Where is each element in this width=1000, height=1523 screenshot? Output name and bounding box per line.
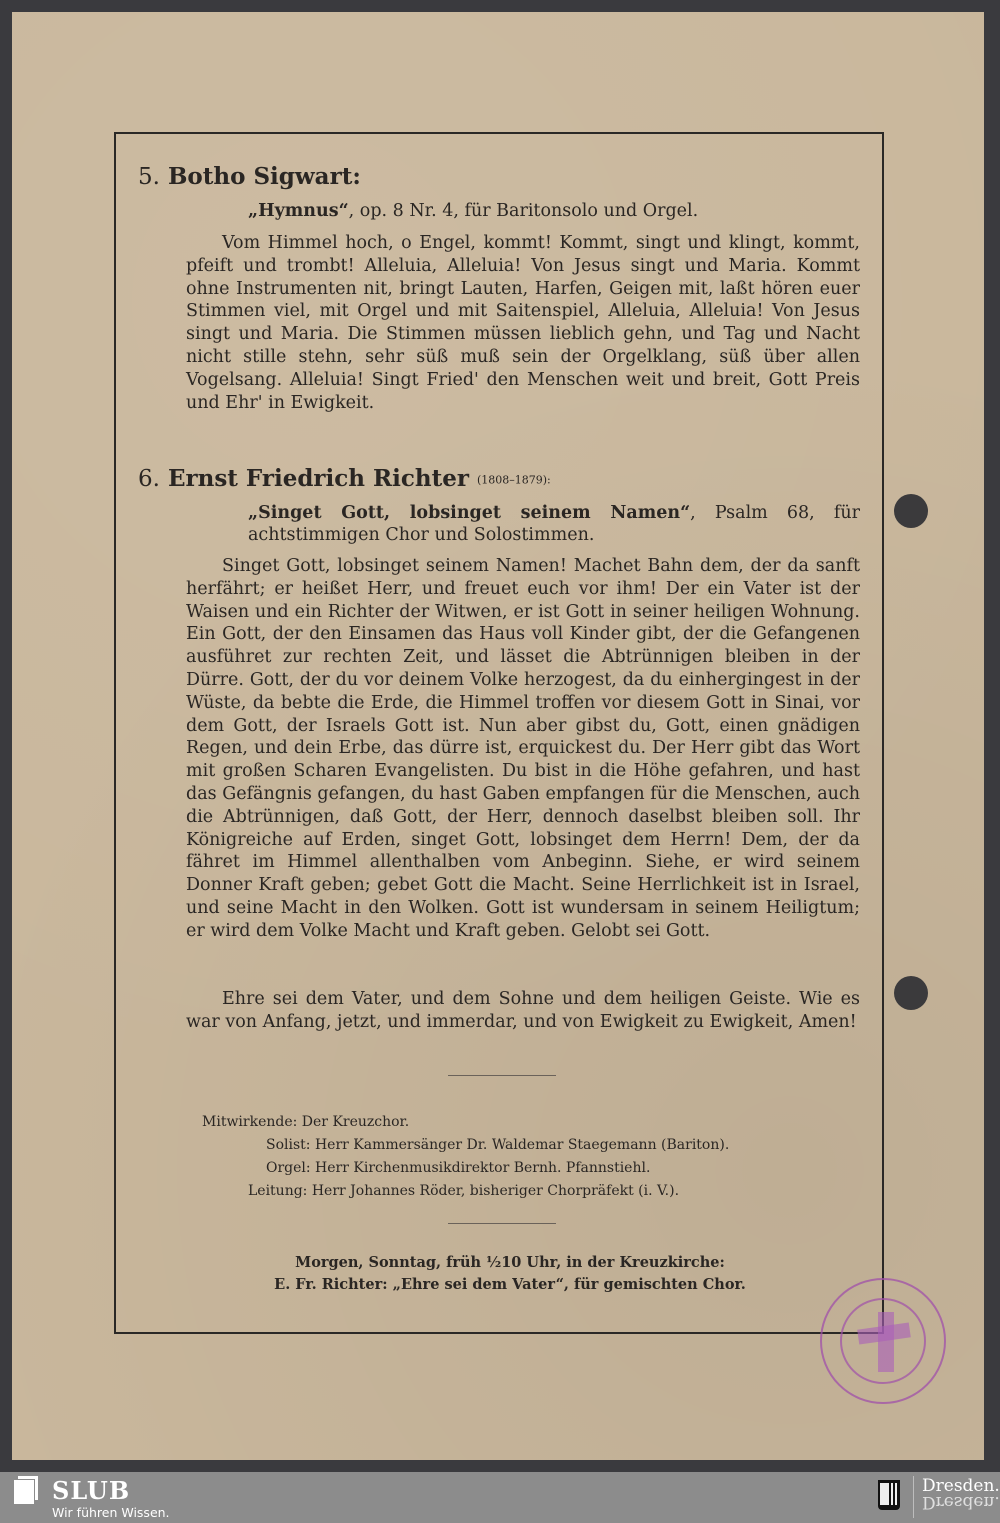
- section6-doxology: Ehre sei dem Vater, und dem Sohne und dem heiligen Geiste. Wie es war von Anfang, jetzt, und immerdar, und von Ewigkeit zu Ewigkeit, Amen!: [186, 989, 860, 1032]
- punch-hole: [894, 494, 928, 528]
- section5-text: Vom Himmel hoch, o Engel, kommt! Kommt, singt und klingt, kommt, pfeift und trombt! Alleluia, Alleluia! Von Jesus singt und Maria. Kommt ohne Instrumenten nit, bringt Lauten, Harfen, Geigen mit, laßt hören euer Stimmen viel, mit Orgel und mit Saitenspiel, Alleluia, Alleluia! Von Jesus singt und Maria. Die Stimmen müssen lieblich gehn, und Tag und Nacht nicht stille stehn, sehr süß muß sein der Orgelklang, süß über allen Vogelsang. Alleluia! Singt Fried' den Menschen weit und breit, Gott Preis und Ehr' in Ewigkeit.: [186, 233, 860, 413]
- dresden-wordmark[interactable]: Dresden.: [922, 1476, 1000, 1496]
- section5-heading: [138, 163, 361, 190]
- library-stamp: [820, 1278, 946, 1404]
- composer-name: Botho Sigwart:: [167, 163, 361, 190]
- section-number: 5.: [138, 164, 160, 190]
- credits-performers: Mitwirkende: Der Kreuzchor.: [202, 1114, 410, 1130]
- coat-stripe: [891, 1483, 893, 1505]
- section6-heading: [138, 465, 551, 492]
- work-title: „Hymnus“: [248, 201, 349, 221]
- section-number: 6.: [138, 466, 160, 492]
- work-title: „Singet Gott, lobsinget seinem Namen“: [248, 503, 691, 523]
- separator-rule: [448, 1075, 556, 1076]
- separator-rule: [448, 1223, 556, 1224]
- credits-soloist: Solist: Herr Kammersänger Dr. Waldemar Staegemann (Bariton).: [266, 1137, 730, 1153]
- section6-text: Singet Gott, lobsinget seinem Namen! Machet Bahn dem, der da sanft herfährt; er heißet Herr, und freuet euch vor ihm! Der ein Vater ist der Waisen und ein Richter der Witwen, er ist Gott in seiner heiligen Wohnung. Ein Gott, der den Einsamen das Haus voll Kinder gibt, der die Gefangenen ausführet zur rechten Zeit, und lässet die Abtrünnigen bleiben in der Dürre. Gott, der du vor deinem Volke herzogest, da du einhergingest in der Wüste, da bebte die Erde, die Himmel troffen vor diesem Gott in Sinai, vor dem Gott, der Israels Gott ist. Nun aber gibst du, Gott, einen gnädigen Regen, und dein Erbe, das dürre ist, erquickest du. Der Herr gibt das Wort mit großen Scharen Evangelisten. Du bist in die Höhe gefahren, und hast das Gefängnis gefangen, du hast Gaben empfangen für die Menschen, auch die Abtrünnigen, daß Gott, der Herr, dennoch daselbst bleiben soll. Ihr Königreiche auf Erden, singet Gott, lobsinget dem Herrn! Dem, der da fähret im Himmel allenthalben vom Anbeginn. Siehe, er wird seinem Donner Kraft geben; gebet Gott die Macht. Seine Herrlichkeit ist in Israel, und seine Macht in den Wolken. Gott ist wundersam in seinem Heiligtum; er wird dem Volke Macht und Kraft geben. Gelobt sei Gott.: [186, 556, 860, 941]
- punch-hole: [894, 976, 928, 1010]
- credits-conductor: Leitung: Herr Johannes Röder, bisheriger Chorpräfekt (i. V.).: [248, 1183, 680, 1199]
- slub-tagline: Wir führen Wissen.: [52, 1505, 170, 1520]
- notice-line-2: E. Fr. Richter: „Ehre sei dem Vater“, für gemischten Chor.: [274, 1276, 746, 1293]
- slub-name[interactable]: SLUB: [52, 1476, 131, 1505]
- cross-icon: [878, 1312, 894, 1372]
- credits-organ: Orgel: Herr Kirchenmusikdirektor Bernh. Pfannstiehl.: [266, 1160, 651, 1176]
- composer-years: (1808–1879):: [476, 473, 551, 487]
- section6-work: [248, 502, 860, 546]
- footer-bar: [0, 1472, 1000, 1523]
- dresden-wordmark-reflection: Dresden.: [922, 1492, 1000, 1512]
- composer-name: Ernst Friedrich Richter: [167, 465, 469, 492]
- next-service-notice: [200, 1252, 820, 1296]
- slub-logo-icon[interactable]: [14, 1476, 38, 1504]
- work-details: , Psalm 68, für achtstimmigen Chor und Solostimmen.: [248, 503, 861, 545]
- footer-divider: [913, 1476, 914, 1518]
- logo-block-outline: [18, 1476, 38, 1500]
- section5-work: [248, 200, 698, 222]
- coat-stripe: [895, 1483, 897, 1505]
- coat-lion: [880, 1483, 889, 1505]
- work-details: , op. 8 Nr. 4, für Baritonsolo und Orgel.: [348, 201, 699, 221]
- dresden-coat-of-arms-icon[interactable]: [878, 1480, 900, 1510]
- notice-line-1: Morgen, Sonntag, früh ½10 Uhr, in der Kreuzkirche:: [295, 1254, 725, 1271]
- stamp-inner-ring: [840, 1298, 926, 1384]
